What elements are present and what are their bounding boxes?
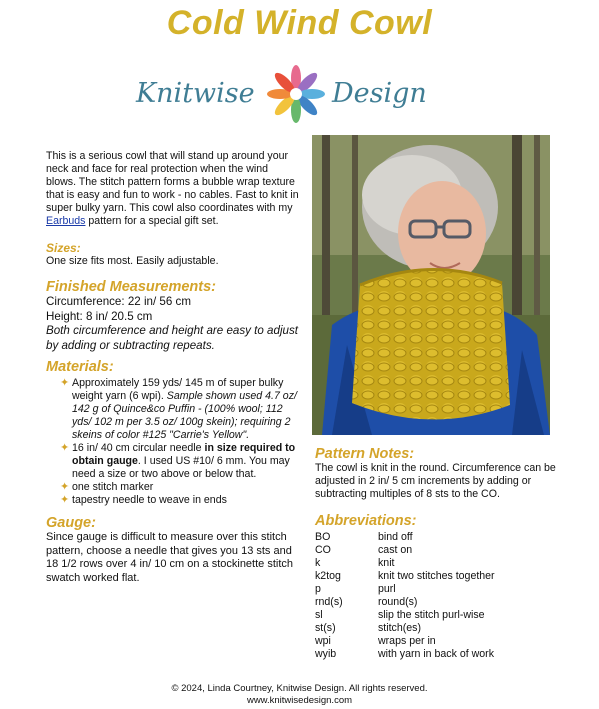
star-bullet-icon: ✦ <box>60 442 70 454</box>
tapestry-text: tapestry needle to weave in ends <box>72 494 227 506</box>
footer <box>0 683 599 707</box>
list-item <box>315 531 565 544</box>
woman-wearing-cowl-image <box>312 135 550 435</box>
materials-heading: Materials: <box>46 359 114 375</box>
star-bullet-icon: ✦ <box>60 377 70 389</box>
list-item <box>60 442 300 481</box>
needle-size-text: . I used US #10/ 6 mm. You may need a size or two above or below that. <box>72 455 290 480</box>
list-item <box>315 596 565 609</box>
abbr-meaning: wraps per in <box>378 635 436 647</box>
height-text: Height: 8 in/ 20.5 cm <box>46 309 153 323</box>
list-item <box>315 648 565 661</box>
intro-text-end: pattern for a special gift set. <box>85 215 219 227</box>
sizes-heading: Sizes: <box>46 241 81 255</box>
list-item <box>60 481 300 494</box>
abbr-meaning: knit two stitches together <box>378 570 495 582</box>
measurement-note: Both circumference and height are easy to adjust by adding or subtracting repeats. <box>46 324 298 352</box>
gauge-text: Since gauge is difficult to measure over this stitch pattern, choose a needle that gives you 13 sts and 18 1/2 rows over 4 in/ 10 cm on a stockinette stitch swatch worked flat. <box>46 531 294 584</box>
abbr-meaning: bind off <box>378 531 413 543</box>
abbr-meaning: round(s) <box>378 596 418 608</box>
star-bullet-icon: ✦ <box>60 481 70 493</box>
abbr-meaning: with yarn in back of work <box>378 648 494 660</box>
left-column <box>46 150 300 585</box>
abbr-term: BO <box>315 531 331 543</box>
yarn-text: Approximately 159 yds/ 145 m of super bulky weight yarn (6 wpi). <box>72 377 284 402</box>
finished-measurements-heading: Finished Measurements: <box>46 279 217 295</box>
abbr-term: sl <box>315 609 323 621</box>
abbr-meaning: slip the stitch purl-wise <box>378 609 485 621</box>
list-item <box>315 635 565 648</box>
marker-text: one stitch marker <box>72 481 154 493</box>
knitwise-design-logo <box>136 62 456 126</box>
pattern-notes-text: The cowl is knit in the round. Circumference can be adjusted in 2 in/ 5 cm increments by adding or subtracting multiples of 8 sts to the CO. <box>315 462 556 500</box>
list-item <box>315 557 565 570</box>
circumference-text: Circumference: 22 in/ 56 cm <box>46 295 191 308</box>
logo-text-design: Design <box>332 78 427 109</box>
abbr-term: k2tog <box>315 570 341 582</box>
yarn-sample-text: Sample shown used 4.7 oz/ 142 g of Quince&co Puffin - (100% wool; 112 yds/ 102 m per 3.5 oz/ 100g skein); requiring 2 skeins of color #125 "Carrie's Yellow". <box>72 390 297 441</box>
abbreviations-list <box>315 531 565 661</box>
list-item <box>315 570 565 583</box>
sizes-text: One size fits most. Easily adjustable. <box>46 255 219 267</box>
list-item <box>315 609 565 622</box>
intro-paragraph <box>46 150 300 228</box>
abbr-term: CO <box>315 544 331 556</box>
abbr-term: rnd(s) <box>315 596 343 608</box>
star-bullet-icon: ✦ <box>60 494 70 506</box>
abbr-meaning: cast on <box>378 544 413 556</box>
gauge-heading: Gauge: <box>46 515 96 531</box>
abbr-meaning: stitch(es) <box>378 622 421 634</box>
logo-text-knitwise: Knitwise <box>136 78 255 109</box>
pattern-notes-heading: Pattern Notes: <box>315 446 415 462</box>
abbreviations-heading: Abbreviations: <box>315 513 417 529</box>
copyright-text: © 2024, Linda Courtney, Knitwise Design. All rights reserved. <box>171 683 428 694</box>
list-item <box>315 583 565 596</box>
intro-text: This is a serious cowl that will stand up around your neck and face for real protection when the wind blows. The stitch pattern forms a bubble wrap texture that is easy and fun to work - no cables. Fast to knit in super bulky yarn. This cowl also coordinates with my <box>46 150 299 214</box>
abbr-term: p <box>315 583 321 595</box>
list-item <box>315 622 565 635</box>
abbr-term: wpi <box>315 635 331 647</box>
right-column <box>315 446 565 661</box>
abbr-meaning: purl <box>378 583 396 595</box>
abbr-term: wyib <box>315 648 337 660</box>
cowl-photo <box>312 135 550 435</box>
website-link[interactable]: www.knitwisedesign.com <box>246 695 353 706</box>
pattern-title: Cold Wind Cowl <box>166 4 433 42</box>
list-item <box>315 544 565 557</box>
abbr-meaning: knit <box>378 557 395 569</box>
flower-logo-icon <box>264 62 328 126</box>
abbr-term: k <box>315 557 321 569</box>
abbr-term: st(s) <box>315 622 336 634</box>
list-item <box>60 377 300 442</box>
list-item <box>60 494 300 507</box>
needle-gauge-text: in size required to obtain gauge <box>72 442 296 467</box>
needle-text: 16 in/ 40 cm circular needle <box>72 442 205 454</box>
materials-list <box>46 377 300 507</box>
earbuds-link[interactable]: Earbuds <box>46 215 86 227</box>
